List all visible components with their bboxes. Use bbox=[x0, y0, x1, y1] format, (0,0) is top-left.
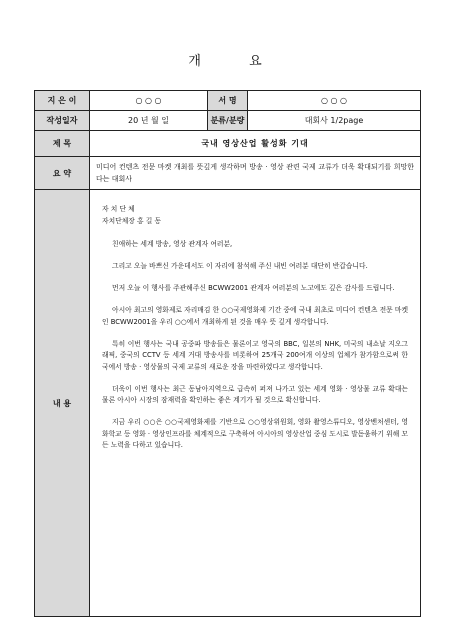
overview-form bbox=[34, 90, 421, 617]
summary-value: 미디어 컨텐츠 전문 마켓 개최를 뜻깊게 생각하며 방송 · 영상 관련 국제 교류가 더욱 확대되기를 희망한다는 대회사 bbox=[90, 157, 421, 190]
content-body bbox=[90, 190, 421, 617]
category-label: 분류/분량 bbox=[208, 111, 248, 131]
content-header-org: 자 치 단 체 bbox=[102, 205, 135, 213]
content-header-signer: 자치단체장 홍 길 동 bbox=[102, 216, 162, 225]
page-title: 개 요 bbox=[188, 54, 284, 69]
content-row bbox=[35, 190, 421, 617]
author-label: 지 은 이 bbox=[35, 91, 90, 111]
content-paragraph: 친애하는 세계 방송, 영상 관계자 여러분, bbox=[112, 240, 233, 248]
summary-row bbox=[35, 157, 421, 190]
signature-value: ○ ○ ○ bbox=[248, 91, 421, 111]
content-paragraph: 먼저 오늘 이 행사를 주관해주신 BCWW2001 관계자 여러분의 노고에도 깊은 감사를 드립니다. bbox=[112, 284, 395, 292]
content-paragraph: 지금 우리 ○○은 ○○국제영화제를 기반으로 ○○영상위원회, 영화 촬영스튜디오, 영상벤처센터, 영화학교 등 영화 · 영상인프라를 체계적으로 구축하여 아시아의 영상산업 중심 도시로 발돋움하기 위해 모든 노력을 다하고 있습니다. bbox=[102, 418, 409, 449]
content-label: 내 용 bbox=[35, 190, 90, 617]
content-paragraph: 아시아 최고의 영화제로 자리매김 한 ○○국제영화제 기간 중에 국내 최초로 미디어 컨텐츠 전문 마켓인 BCWW2001을 우리 ○○에서 개최하게 된 것을 매우 뜻 깊게 생각합니다. bbox=[102, 306, 409, 326]
date-label: 작성일자 bbox=[35, 111, 90, 131]
author-value: ○ ○ ○ bbox=[90, 91, 208, 111]
subject-row bbox=[35, 131, 421, 157]
author-row bbox=[35, 91, 421, 111]
subject-value: 국내 영상산업 활성화 기대 bbox=[90, 131, 421, 157]
category-value: 대회사 1/2page bbox=[248, 111, 421, 131]
subject-label: 제 목 bbox=[35, 131, 90, 157]
date-value: 20 년 월 일 bbox=[90, 111, 208, 131]
date-row bbox=[35, 111, 421, 131]
content-paragraph: 더욱이 이번 행사는 최근 동남아지역으로 급속히 퍼져 나가고 있는 세계 영화 · 영상물 교류 확대는 물론 아시아 시장의 잠재력을 확인하는 좋은 계기가 될 것으로 확신합니다. bbox=[102, 384, 408, 404]
content-paragraph: 특히 이번 행사는 국내 공중파 방송들은 물론이고 영국의 BBC, 일본의 NHK, 미국의 내쇼날 지오그래픽, 중국의 CCTV 등 세계 거대 방송사를 비롯하여 25개국 200여개 이상의 업체가 참가함으로써 한국에서 방송 · 영상물의 국제 교류의 새로운 장을 마련하였다고 생각합니다. bbox=[102, 339, 408, 371]
summary-label: 요 약 bbox=[35, 157, 90, 190]
signature-label: 서 명 bbox=[208, 91, 248, 111]
content-paragraph: 그리고 오늘 바쁘신 가운데서도 이 자리에 참석해 주신 내빈 여러분 대단히 반갑습니다. bbox=[112, 262, 368, 270]
